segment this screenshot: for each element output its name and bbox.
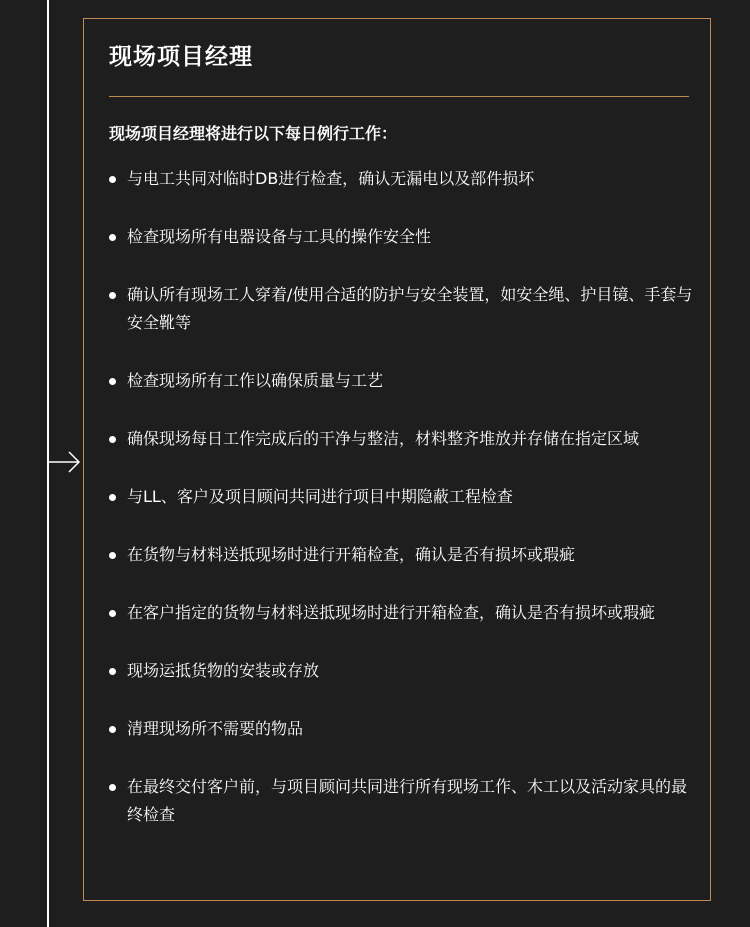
task-text: 与电工共同对临时DB进行检查，确认无漏电以及部件损坏 (127, 169, 535, 188)
bullet-dot-icon (109, 668, 116, 675)
title-divider (109, 96, 689, 97)
task-item (109, 483, 694, 511)
task-item (109, 599, 694, 627)
bullet-dot-icon (109, 176, 116, 183)
intro-text: 现场项目经理将进行以下每日例行工作： (109, 124, 398, 143)
task-item (109, 165, 694, 193)
task-item (109, 425, 694, 453)
role-card (83, 18, 711, 901)
bullet-dot-icon (109, 610, 116, 617)
arrow-right-icon (49, 451, 81, 473)
bullet-dot-icon (109, 378, 116, 385)
task-item (109, 367, 694, 395)
bullet-dot-icon (109, 726, 116, 733)
bullet-dot-icon (109, 292, 116, 299)
task-text: 与LL、客户及项目顾问共同进行项目中期隐蔽工程检查 (127, 487, 513, 506)
task-item (109, 715, 694, 743)
bullet-dot-icon (109, 552, 116, 559)
task-item (109, 773, 694, 829)
task-text: 确保现场每日工作完成后的干净与整洁，材料整齐堆放并存储在指定区域 (127, 429, 640, 448)
task-text: 检查现场所有工作以确保质量与工艺 (127, 371, 384, 390)
task-item (109, 541, 694, 569)
task-text: 检查现场所有电器设备与工具的操作安全性 (127, 227, 432, 246)
task-text: 现场运抵货物的安装或存放 (127, 661, 320, 680)
task-text: 在客户指定的货物与材料送抵现场时进行开箱检查，确认是否有损坏或瑕疵 (127, 603, 656, 622)
task-item (109, 281, 694, 337)
bullet-dot-icon (109, 494, 116, 501)
bullet-dot-icon (109, 436, 116, 443)
task-item (109, 657, 694, 685)
task-text: 在货物与材料送抵现场时进行开箱检查，确认是否有损坏或瑕疵 (127, 545, 576, 564)
bullet-dot-icon (109, 234, 116, 241)
task-item (109, 223, 694, 251)
card-title: 现场项目经理 (109, 44, 253, 70)
task-text: 确认所有现场工人穿着/使用合适的防护与安全装置，如安全绳、护目镜、手套与安全靴等 (127, 285, 693, 332)
task-list (109, 165, 694, 859)
bullet-dot-icon (109, 784, 116, 791)
task-text: 在最终交付客户前，与项目顾问共同进行所有现场工作、木工以及活动家具的最终检查 (127, 777, 688, 824)
task-text: 清理现场所不需要的物品 (127, 719, 304, 738)
